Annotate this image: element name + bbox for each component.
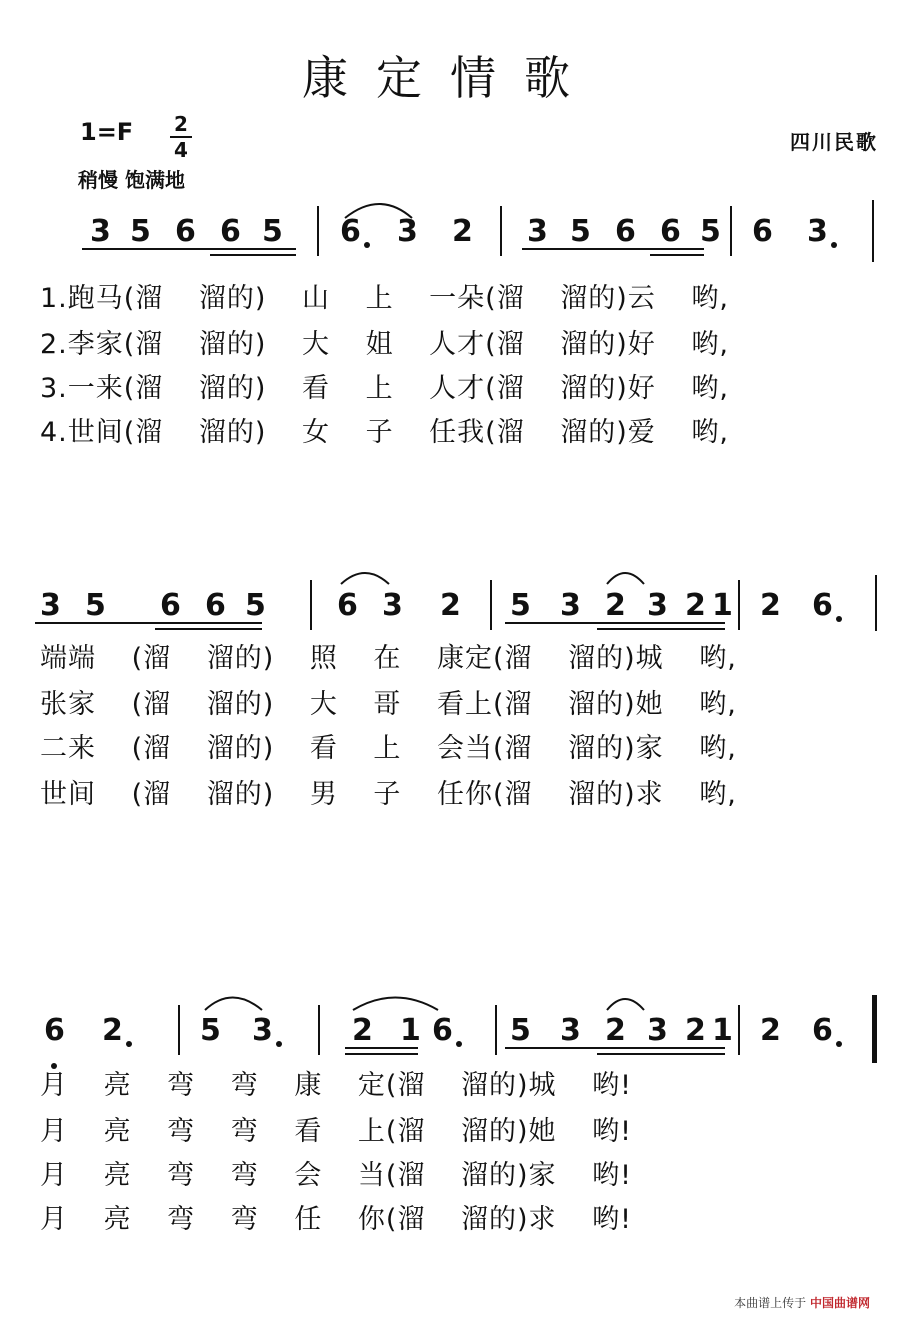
- lyric-line: 月 亮 弯 弯 看 上(溜 溜的)她 哟!: [40, 1116, 632, 1147]
- note: 5: [570, 214, 591, 249]
- note: 5: [245, 588, 266, 623]
- lyric-line: 世间 (溜 溜的) 男 子 任你(溜 溜的)求 哟,: [40, 779, 737, 810]
- note: 2: [605, 1013, 626, 1048]
- note: 6: [160, 588, 181, 623]
- lyric-line: 月 亮 弯 弯 康 定(溜 溜的)城 哟!: [40, 1070, 632, 1101]
- note: 6: [615, 214, 636, 249]
- note: 6: [660, 214, 681, 249]
- note: 1: [712, 588, 733, 623]
- note: 3: [90, 214, 111, 249]
- tie-arc: [205, 998, 262, 1011]
- tie-arc: [607, 573, 644, 584]
- footer-watermark: [734, 1294, 870, 1311]
- note: 6: [44, 1013, 65, 1048]
- lyric-line: 月 亮 弯 弯 任 你(溜 溜的)求 哟!: [40, 1204, 632, 1235]
- note: 3: [560, 588, 581, 623]
- note: 3: [397, 214, 418, 249]
- note: 6: [220, 214, 241, 249]
- key-signature: 1=F: [80, 118, 134, 146]
- note: 2: [440, 588, 461, 623]
- note: 3: [647, 588, 668, 623]
- note: 5: [700, 214, 721, 249]
- lyric-line: 3.一来(溜 溜的) 看 上 人才(溜 溜的)好 哟,: [40, 373, 729, 404]
- note: 2: [452, 214, 473, 249]
- note: 2: [352, 1013, 373, 1048]
- lyric-line: 张家 (溜 溜的) 大 哥 看上(溜 溜的)她 哟,: [40, 689, 737, 720]
- note: 5: [510, 588, 531, 623]
- note: 5: [262, 214, 283, 249]
- lyric-line: 二来 (溜 溜的) 看 上 会当(溜 溜的)家 哟,: [40, 733, 737, 764]
- tie-arc: [345, 204, 412, 218]
- footer-site: 中国曲谱网: [809, 1296, 870, 1310]
- song-title: 康定情歌: [302, 51, 598, 105]
- note: 6: [337, 588, 358, 623]
- note: 5: [200, 1013, 221, 1048]
- footer-prefix: 本曲谱上传于: [734, 1296, 807, 1310]
- note: 6: [205, 588, 226, 623]
- tie-arc: [353, 998, 438, 1011]
- lyric-line: 4.世间(溜 溜的) 女 子 任我(溜 溜的)爱 哟,: [40, 417, 729, 448]
- note: 3: [382, 588, 403, 623]
- note: 5: [130, 214, 151, 249]
- note: 3: [40, 588, 61, 623]
- note: 6: [175, 214, 196, 249]
- note: 3: [527, 214, 548, 249]
- note: 6: [812, 588, 833, 623]
- note: 1: [400, 1013, 421, 1048]
- note: 5: [510, 1013, 531, 1048]
- note: 6: [340, 214, 361, 249]
- note: 2: [685, 588, 706, 623]
- note: 2: [102, 1013, 123, 1048]
- tempo-marking: 稍慢 饱满地: [78, 168, 185, 192]
- note: 6: [752, 214, 773, 249]
- note: 2: [760, 1013, 781, 1048]
- tie-arc: [341, 573, 389, 584]
- tie-arc: [607, 999, 644, 1010]
- note: 5: [85, 588, 106, 623]
- note: 3: [807, 214, 828, 249]
- lyric-line: 月 亮 弯 弯 会 当(溜 溜的)家 哟!: [40, 1160, 632, 1191]
- lyric-line: 2.李家(溜 溜的) 大 姐 人才(溜 溜的)好 哟,: [40, 329, 729, 360]
- note: 6: [812, 1013, 833, 1048]
- lyric-line: 端端 (溜 溜的) 照 在 康定(溜 溜的)城 哟,: [40, 643, 737, 674]
- note: 2: [685, 1013, 706, 1048]
- note: 3: [647, 1013, 668, 1048]
- meter-bottom: 4: [174, 138, 188, 162]
- meter-top: 2: [170, 112, 192, 138]
- note: 6: [432, 1013, 453, 1048]
- note: 2: [760, 588, 781, 623]
- note: 2: [605, 588, 626, 623]
- note: 1: [712, 1013, 733, 1048]
- lyric-line: 1.跑马(溜 溜的) 山 上 一朵(溜 溜的)云 哟,: [40, 283, 729, 314]
- song-origin: 四川民歌: [790, 130, 878, 154]
- note: 3: [252, 1013, 273, 1048]
- note: 3: [560, 1013, 581, 1048]
